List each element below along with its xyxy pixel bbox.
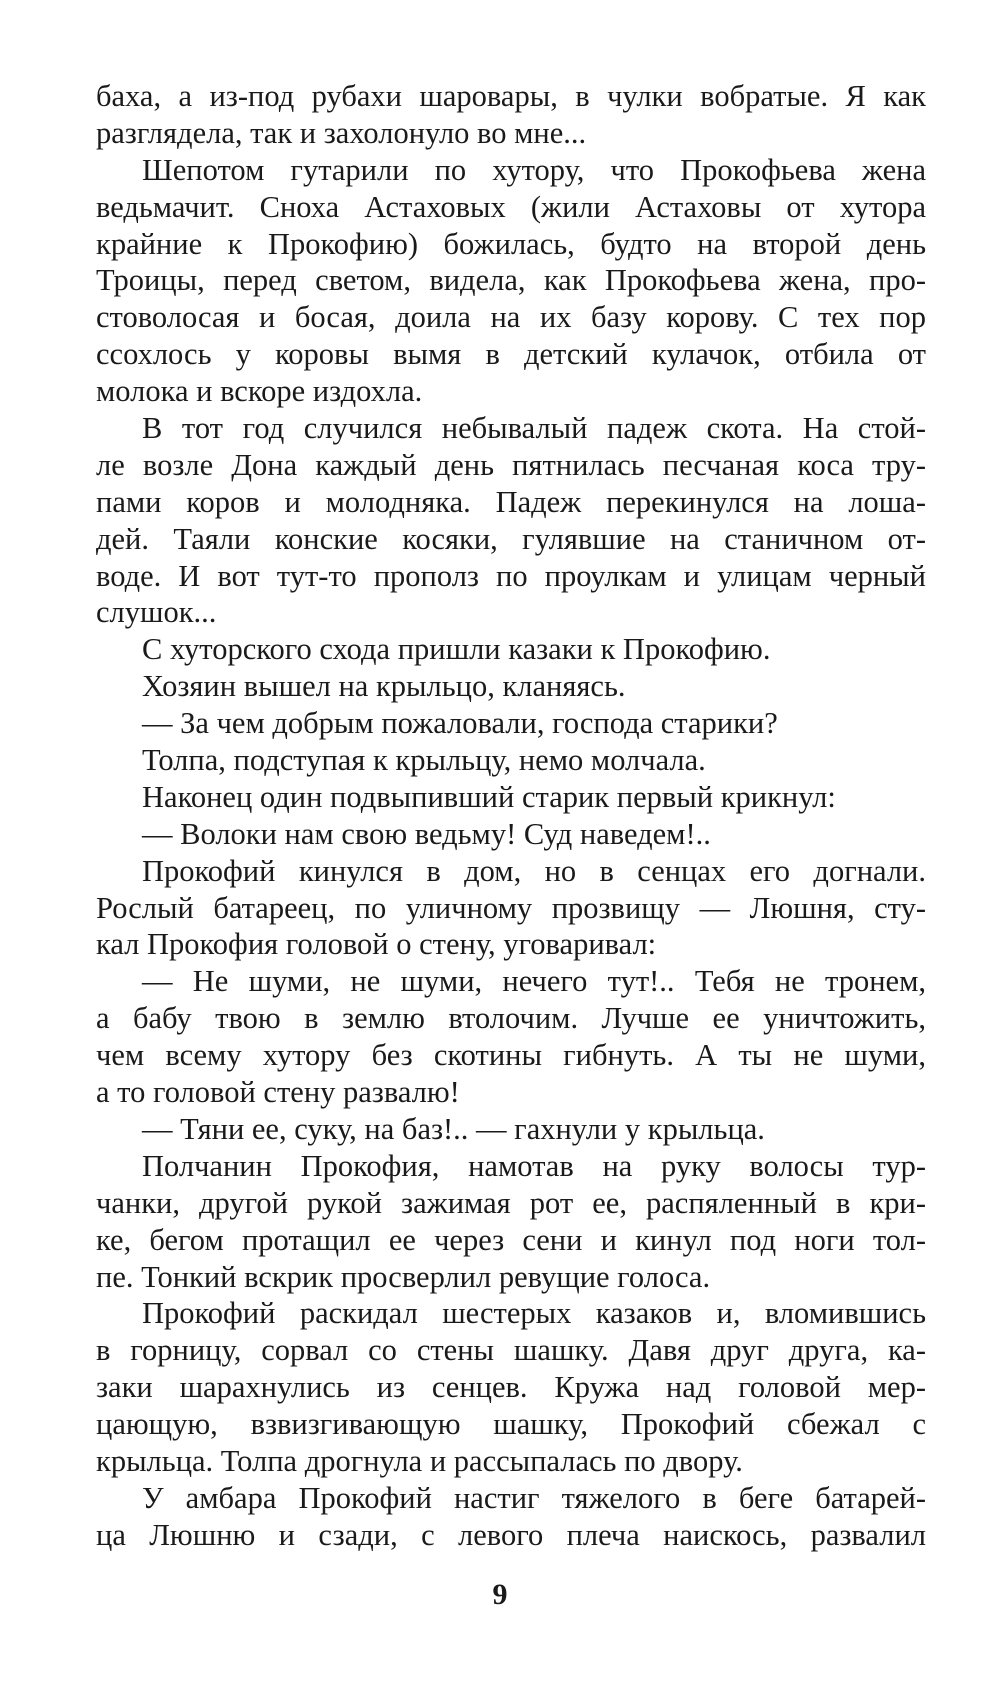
text-line: цающую, взвизгивающую шашку, Прокофий сбежал с (96, 1407, 926, 1442)
text-line: пе. Тонкий вскрик просверлил ревущие голоса. (96, 1259, 711, 1294)
text-line: ке, бегом протащил ее через сени и кинул под ноги тол- (96, 1222, 926, 1257)
text-line: Хозяин вышел на крыльцо, кланяясь. (142, 669, 626, 704)
text-line: чем всему хутору без скотины гибнуть. А ты не шуми, (96, 1038, 926, 1073)
text-line: а бабу твою в землю втолочим. Лучше ее уничтожить, (96, 1001, 926, 1036)
text-line: С хуторского схода пришли казаки к Прокофию. (142, 632, 771, 667)
text-line: крыльца. Толпа дрогнула и рассыпалась по двору. (96, 1443, 743, 1478)
text-line: заки шарахнулись из сенцев. Кружа над головой мер- (96, 1370, 926, 1405)
text-line: Полчанин Прокофия, намотав на руку волосы тур- (142, 1148, 926, 1183)
text-line: крайние к Прокофию) божилась, будто на второй день (96, 226, 926, 261)
text-line: Толпа, подступая к крыльцу, немо молчала. (142, 743, 706, 778)
text-line: В тот год случился небывалый падеж скота. На стой- (142, 411, 926, 446)
text-line: ца Люшню и сзади, с левого плеча наискось, развалил (96, 1517, 926, 1552)
text-line: Троицы, перед светом, видела, как Прокофьева жена, про- (96, 263, 926, 298)
text-line: — Волоки нам свою ведьму! Суд наведем!.. (142, 816, 711, 851)
text-line: Рослый батареец, по уличному прозвищу — Люшня, сту- (96, 890, 926, 925)
text-line: разглядела, так и захолонуло во мне... (96, 115, 587, 150)
page-number: 9 (492, 1578, 508, 1611)
text-line: чанки, другой рукой зажимая рот ее, распяленный в кри- (96, 1185, 926, 1220)
text-line: дей. Таяли конские косяки, гулявшие на станичном от- (96, 521, 926, 556)
text-line: У амбара Прокофий настиг тяжелого в беге батарей- (142, 1480, 926, 1515)
text-line: ле возле Дона каждый день пятнилась песчаная коса тру- (96, 447, 926, 482)
text-line: стоволосая и босая, доила на их базу корову. С тех пор (96, 300, 926, 335)
text-line: воде. И вот тут-то прополз по проулкам и улицам черный (96, 558, 926, 593)
text-line: ссохлось у коровы вымя в детский кулачок, отбила от (96, 337, 926, 372)
text-line: Шепотом гутарили по хутору, что Прокофьева жена (142, 152, 926, 187)
text-line: а то головой стену развалю! (96, 1075, 460, 1110)
text-line: баха, а из-под рубахи шаровары, в чулки вобратые. Я как (96, 79, 926, 113)
text-line: Прокофий раскидал шестерых казаков и, вломившись (142, 1296, 926, 1331)
text-line: слушок... (96, 595, 217, 630)
text-line: Прокофий кинулся в дом, но в сенцах его догнали. (142, 853, 926, 888)
text-line: в горницу, сорвал со стены шашку. Давя друг друга, ка- (96, 1333, 926, 1368)
text-line: ведьмачит. Сноха Астаховых (жили Астаховы от хутора (96, 189, 926, 224)
text-line: молока и вскоре издохла. (96, 374, 423, 409)
text-line: Наконец один подвыпивший старик первый крикнул: (142, 779, 836, 814)
text-line: — Не шуми, не шуми, нечего тут!.. Тебя не тронем, (142, 964, 926, 999)
body-text (96, 78, 926, 1554)
text-line: — Тяни ее, суку, на баз!.. — гахнули у крыльца. (142, 1111, 765, 1146)
text-line: пами коров и молодняка. Падеж перекинулся на лоша- (96, 484, 926, 519)
text-line: — За чем добрым пожаловали, господа старики? (142, 706, 778, 741)
text-line: кал Прокофия головой о стену, уговаривал: (96, 927, 657, 962)
